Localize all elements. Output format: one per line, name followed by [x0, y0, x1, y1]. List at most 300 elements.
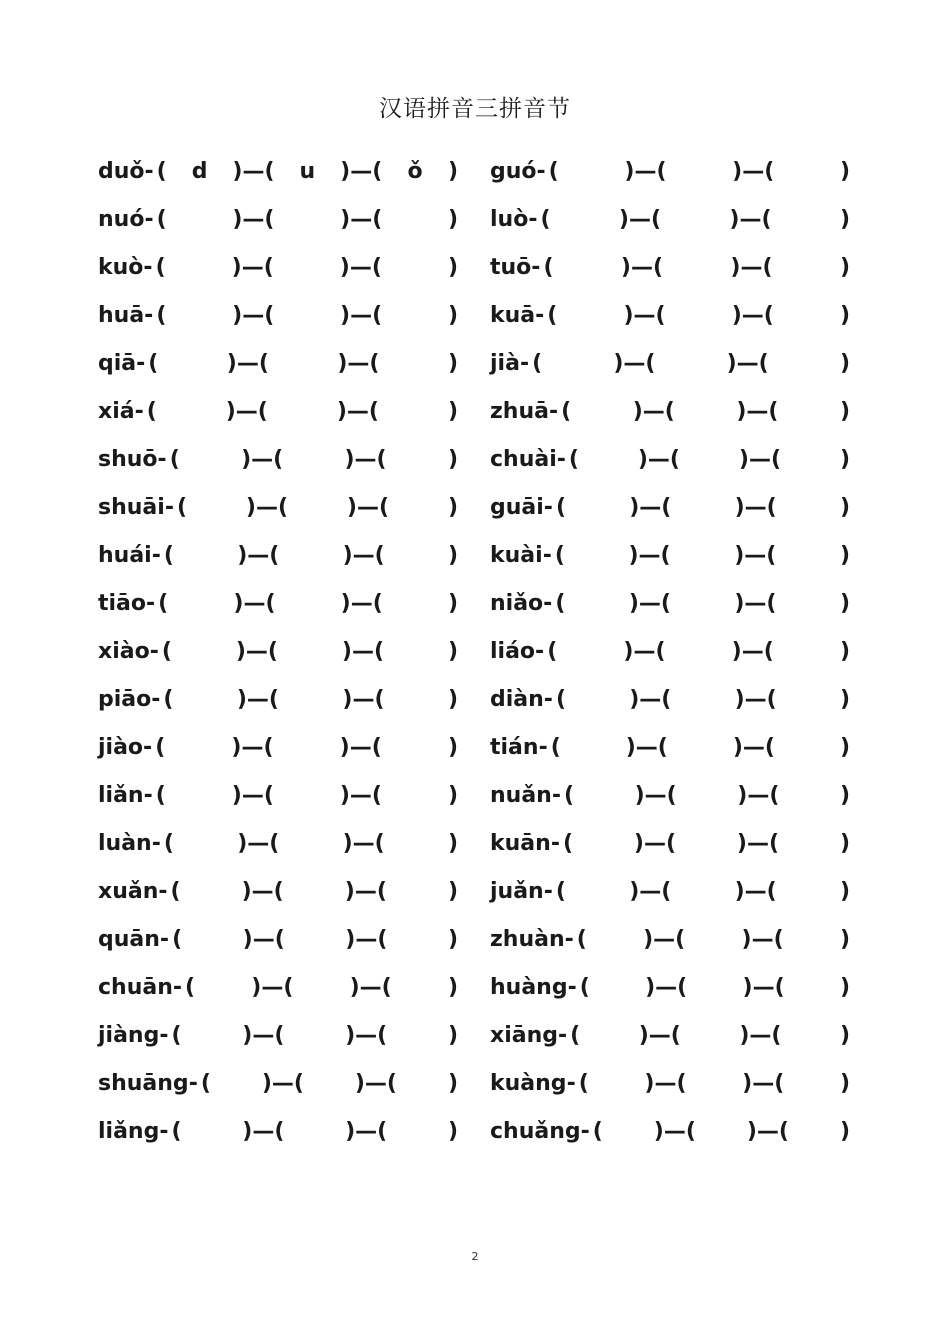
- pinyin-syllable: xiá: [98, 399, 135, 424]
- exercise-item: [490, 868, 862, 916]
- open-paren: (: [156, 207, 167, 232]
- pinyin-syllable: shuāng: [98, 1071, 189, 1096]
- exercise-item: [98, 244, 470, 292]
- close-paren: ): [839, 975, 850, 1000]
- exercise-item: [98, 196, 470, 244]
- dash-separator: )—(: [233, 591, 276, 616]
- exercise-item: [490, 676, 862, 724]
- dash-separator: )—(: [339, 735, 382, 760]
- hyphen: -: [536, 159, 546, 184]
- dash-separator: )—(: [251, 975, 294, 1000]
- dash-separator: )—(: [734, 543, 777, 568]
- close-paren: ): [447, 879, 458, 904]
- dash-separator: )—(: [618, 207, 662, 232]
- hyphen: -: [151, 687, 161, 712]
- hyphen: -: [151, 831, 161, 856]
- close-paren: ): [447, 1071, 458, 1096]
- open-paren: (: [547, 639, 558, 664]
- pinyin-syllable: huā: [98, 303, 145, 328]
- exercise-grid: [98, 148, 878, 1156]
- dash-separator: )—(: [242, 1023, 285, 1048]
- dash-separator: )—(: [232, 207, 275, 232]
- dash-separator: )—(: [746, 1119, 789, 1144]
- hyphen: -: [558, 1023, 568, 1048]
- open-paren: (: [155, 255, 166, 280]
- open-paren: (: [163, 543, 174, 568]
- exercise-row: [98, 676, 878, 724]
- open-paren: (: [561, 399, 572, 424]
- hyphen: -: [548, 399, 559, 424]
- dash-separator: )—(: [730, 255, 773, 280]
- open-paren: (: [155, 735, 166, 760]
- pinyin-syllable: juǎn: [490, 879, 544, 904]
- dash-separator: )—(: [231, 783, 274, 808]
- pinyin-syllable: duǒ: [98, 159, 145, 184]
- exercise-row: [98, 292, 878, 340]
- hyphen: -: [172, 975, 183, 1000]
- dash-separator: )—(: [245, 495, 289, 520]
- hyphen: -: [134, 399, 144, 424]
- dash-separator: )—(: [339, 783, 382, 808]
- exercise-row: [98, 772, 878, 820]
- dash-separator: )—(: [738, 447, 782, 472]
- close-paren: ): [447, 447, 458, 472]
- dash-separator: )—(: [628, 543, 671, 568]
- dash-separator: )—(: [637, 447, 680, 472]
- close-paren: ): [447, 303, 458, 328]
- open-paren: (: [163, 687, 174, 712]
- exercise-item: [98, 580, 470, 628]
- dash-separator: )—(: [261, 1071, 304, 1096]
- close-paren: ): [839, 831, 850, 856]
- open-paren: (: [185, 975, 196, 1000]
- pinyin-syllable: qiā: [98, 351, 137, 376]
- exercise-row: [98, 436, 878, 484]
- hyphen: -: [543, 495, 553, 520]
- dash-separator: )—(: [653, 1119, 696, 1144]
- dash-separator: )—(: [232, 159, 275, 184]
- answer-slot[interactable]: u: [299, 159, 316, 184]
- dash-separator: )—(: [237, 543, 280, 568]
- exercise-item: [98, 1108, 470, 1156]
- dash-separator: )—(: [345, 1023, 388, 1048]
- pinyin-syllable: liáo: [490, 639, 536, 664]
- exercise-item: [490, 964, 862, 1012]
- exercise-row: [98, 388, 878, 436]
- exercise-row: [98, 724, 878, 772]
- dash-separator: )—(: [242, 1119, 285, 1144]
- exercise-row: [98, 196, 878, 244]
- dash-separator: )—(: [237, 831, 280, 856]
- exercise-item: [490, 196, 862, 244]
- hyphen: -: [543, 687, 553, 712]
- open-paren: (: [156, 303, 167, 328]
- dash-separator: )—(: [342, 543, 385, 568]
- hyphen: -: [143, 735, 153, 760]
- dash-separator: )—(: [340, 591, 383, 616]
- exercise-row: [98, 340, 878, 388]
- hyphen: -: [143, 255, 153, 280]
- dash-separator: )—(: [341, 639, 384, 664]
- hyphen: -: [164, 495, 174, 520]
- pinyin-syllable: quān: [98, 927, 160, 952]
- close-paren: ): [447, 831, 458, 856]
- exercise-row: [98, 1060, 878, 1108]
- open-paren: (: [548, 159, 559, 184]
- dash-separator: )—(: [336, 399, 379, 424]
- pinyin-syllable: xiāng: [490, 1023, 558, 1048]
- dash-separator: )—(: [337, 351, 380, 376]
- dash-separator: )—(: [226, 351, 269, 376]
- close-paren: ): [839, 1071, 850, 1096]
- pinyin-syllable: jiàng: [98, 1023, 160, 1048]
- dash-separator: )—(: [629, 879, 672, 904]
- exercise-row: [98, 532, 878, 580]
- close-paren: ): [839, 495, 850, 520]
- open-paren: (: [570, 1023, 581, 1048]
- pinyin-syllable: kuò: [98, 255, 144, 280]
- dash-separator: )—(: [349, 975, 392, 1000]
- dash-separator: )—(: [235, 639, 278, 664]
- close-paren: ): [839, 351, 850, 376]
- pinyin-syllable: jiào: [98, 735, 144, 760]
- pinyin-syllable: huái: [98, 543, 152, 568]
- open-paren: (: [200, 1071, 211, 1096]
- dash-separator: )—(: [632, 399, 675, 424]
- pinyin-syllable: xiào: [98, 639, 150, 664]
- dash-separator: )—(: [629, 687, 672, 712]
- pinyin-syllable: kuā: [490, 303, 536, 328]
- dash-separator: )—(: [739, 1023, 782, 1048]
- hyphen: -: [149, 639, 159, 664]
- open-paren: (: [171, 1023, 182, 1048]
- exercise-item: [490, 244, 862, 292]
- close-paren: ): [447, 1023, 458, 1048]
- hyphen: -: [531, 255, 541, 280]
- pinyin-syllable: nuó: [98, 207, 145, 232]
- exercise-item: [490, 772, 862, 820]
- exercise-item: [490, 1060, 862, 1108]
- exercise-row: [98, 964, 878, 1012]
- dash-separator: )—(: [344, 447, 387, 472]
- close-paren: ): [447, 975, 458, 1000]
- hyphen: -: [151, 543, 161, 568]
- dash-separator: )—(: [734, 879, 777, 904]
- open-paren: (: [562, 831, 574, 856]
- pinyin-syllable: zhuā: [490, 399, 549, 424]
- close-paren: ): [447, 207, 458, 232]
- dash-separator: )—(: [340, 159, 383, 184]
- close-paren: ): [447, 255, 458, 280]
- exercise-item: [98, 436, 470, 484]
- hyphen: -: [566, 1071, 576, 1096]
- open-paren: (: [176, 495, 188, 520]
- dash-separator: )—(: [624, 159, 667, 184]
- pinyin-syllable: guó: [490, 159, 537, 184]
- exercise-item: [98, 340, 470, 388]
- dash-separator: )—(: [225, 399, 268, 424]
- exercise-item: [490, 1012, 862, 1060]
- close-paren: ): [447, 591, 458, 616]
- hyphen: -: [556, 447, 566, 472]
- open-paren: (: [163, 831, 174, 856]
- pinyin-syllable: diàn: [490, 687, 544, 712]
- exercise-item: [490, 340, 862, 388]
- pinyin-syllable: luò: [490, 207, 529, 232]
- hyphen: -: [567, 975, 577, 1000]
- open-paren: (: [540, 207, 551, 232]
- dash-separator: )—(: [342, 831, 385, 856]
- dash-separator: )—(: [241, 447, 284, 472]
- exercise-item: [98, 916, 470, 964]
- exercise-item: [490, 148, 862, 196]
- dash-separator: )—(: [354, 1071, 397, 1096]
- open-paren: (: [161, 639, 172, 664]
- pinyin-syllable: liǎng: [98, 1119, 160, 1144]
- dash-separator: )—(: [734, 687, 777, 712]
- close-paren: ): [447, 1119, 458, 1144]
- close-paren: ): [447, 351, 458, 376]
- exercise-item: [490, 532, 862, 580]
- dash-separator: )—(: [345, 1119, 388, 1144]
- close-paren: ): [447, 495, 458, 520]
- close-paren: ): [839, 1119, 850, 1144]
- dash-separator: )—(: [613, 351, 656, 376]
- dash-separator: )—(: [742, 1071, 785, 1096]
- hyphen: -: [143, 783, 153, 808]
- dash-separator: )—(: [645, 975, 688, 1000]
- exercise-item: [98, 820, 470, 868]
- page-number: 2: [471, 1250, 479, 1263]
- dash-separator: )—(: [231, 255, 274, 280]
- open-paren: (: [555, 591, 566, 616]
- dash-separator: )—(: [734, 591, 777, 616]
- page-title: 汉语拼音三拼音节: [379, 96, 571, 122]
- hyphen: -: [564, 927, 574, 952]
- dash-separator: )—(: [623, 303, 666, 328]
- close-paren: ): [839, 303, 850, 328]
- hyphen: -: [158, 879, 168, 904]
- exercise-item: [490, 628, 862, 676]
- open-paren: (: [563, 783, 575, 808]
- exercise-row: [98, 484, 878, 532]
- hyphen: -: [188, 1071, 198, 1096]
- exercise-item: [98, 1012, 470, 1060]
- close-paren: ): [839, 639, 850, 664]
- pinyin-syllable: zhuàn: [490, 927, 565, 952]
- open-paren: (: [171, 1119, 182, 1144]
- close-paren: ): [839, 927, 850, 952]
- hyphen: -: [551, 783, 561, 808]
- open-paren: (: [555, 879, 566, 904]
- exercise-item: [490, 436, 862, 484]
- exercise-item: [98, 532, 470, 580]
- pinyin-syllable: kuài: [490, 543, 543, 568]
- pinyin-syllable: tuō: [490, 255, 532, 280]
- dash-separator: )—(: [643, 927, 686, 952]
- close-paren: ): [839, 783, 850, 808]
- open-paren: (: [169, 447, 180, 472]
- dash-separator: )—(: [344, 879, 387, 904]
- exercise-row: [98, 580, 878, 628]
- close-paren: ): [839, 735, 850, 760]
- dash-separator: )—(: [732, 735, 775, 760]
- dash-separator: )—(: [346, 495, 390, 520]
- pinyin-syllable: jià: [490, 351, 520, 376]
- pinyin-syllable: chuǎng: [490, 1119, 581, 1144]
- exercise-item: [98, 868, 470, 916]
- exercise-item: [98, 1060, 470, 1108]
- dash-separator: )—(: [644, 1071, 687, 1096]
- hyphen: -: [543, 879, 553, 904]
- exercise-item: [98, 964, 470, 1012]
- exercise-item: [490, 580, 862, 628]
- open-paren: (: [170, 879, 181, 904]
- exercise-row: [98, 1012, 878, 1060]
- open-paren: (: [554, 543, 565, 568]
- hyphen: -: [519, 351, 530, 376]
- open-paren: (: [592, 1119, 603, 1144]
- pinyin-syllable: tián: [490, 735, 539, 760]
- dash-separator: )—(: [339, 255, 382, 280]
- hyphen: -: [144, 303, 154, 328]
- open-paren: (: [148, 351, 159, 376]
- dash-separator: )—(: [726, 351, 769, 376]
- exercise-item: [98, 724, 470, 772]
- open-paren: (: [532, 351, 543, 376]
- exercise-item: [98, 628, 470, 676]
- dash-separator: )—(: [736, 831, 780, 856]
- open-paren: (: [155, 783, 166, 808]
- pinyin-syllable: tiāo: [98, 591, 147, 616]
- exercise-row: [98, 820, 878, 868]
- dash-separator: )—(: [741, 927, 784, 952]
- exercise-item: [490, 484, 862, 532]
- dash-separator: )—(: [241, 879, 284, 904]
- open-paren: (: [547, 303, 558, 328]
- dash-separator: )—(: [623, 639, 666, 664]
- close-paren: ): [447, 735, 458, 760]
- close-paren: ): [839, 207, 850, 232]
- dash-separator: )—(: [232, 303, 275, 328]
- dash-separator: )—(: [342, 687, 385, 712]
- close-paren: ): [839, 159, 850, 184]
- dash-separator: )—(: [625, 735, 668, 760]
- pinyin-syllable: xuǎn: [98, 879, 159, 904]
- open-paren: (: [158, 591, 169, 616]
- dash-separator: )—(: [634, 783, 677, 808]
- pinyin-syllable: kuān: [490, 831, 551, 856]
- dash-separator: )—(: [628, 591, 671, 616]
- exercise-item: [490, 388, 862, 436]
- exercise-item: [490, 292, 862, 340]
- hyphen: -: [159, 1023, 169, 1048]
- hyphen: -: [542, 543, 552, 568]
- dash-separator: )—(: [729, 207, 772, 232]
- open-paren: (: [576, 927, 587, 952]
- close-paren: ): [839, 255, 850, 280]
- open-paren: (: [156, 159, 167, 184]
- pinyin-syllable: shuāi: [98, 495, 165, 520]
- dash-separator: )—(: [231, 735, 274, 760]
- exercise-item: [98, 292, 470, 340]
- hyphen: -: [144, 207, 154, 232]
- open-paren: (: [555, 687, 566, 712]
- hyphen: -: [538, 735, 548, 760]
- dash-separator: )—(: [736, 399, 779, 424]
- pinyin-syllable: piāo: [98, 687, 152, 712]
- close-paren: ): [447, 783, 458, 808]
- pinyin-syllable: luàn: [98, 831, 152, 856]
- hyphen: -: [159, 1119, 169, 1144]
- close-paren: ): [447, 927, 458, 952]
- pinyin-syllable: kuàng: [490, 1071, 567, 1096]
- pinyin-syllable: huàng: [490, 975, 568, 1000]
- open-paren: (: [550, 735, 561, 760]
- exercise-row: [98, 916, 878, 964]
- hyphen: -: [144, 159, 154, 184]
- close-paren: ): [447, 543, 458, 568]
- dash-separator: )—(: [734, 495, 777, 520]
- pinyin-syllable: guāi: [490, 495, 544, 520]
- hyphen: -: [535, 639, 545, 664]
- close-paren: ): [839, 399, 850, 424]
- hyphen: -: [580, 1119, 590, 1144]
- open-paren: (: [568, 447, 579, 472]
- pinyin-syllable: chuài: [490, 447, 557, 472]
- dash-separator: )—(: [633, 831, 677, 856]
- dash-separator: )—(: [345, 927, 388, 952]
- hyphen: -: [159, 927, 170, 952]
- close-paren: ): [839, 591, 850, 616]
- pinyin-syllable: niǎo: [490, 591, 544, 616]
- dash-separator: )—(: [629, 495, 672, 520]
- exercise-item: [98, 772, 470, 820]
- exercise-item: [98, 148, 470, 196]
- hyphen: -: [535, 303, 545, 328]
- exercise-row: [98, 628, 878, 676]
- dash-separator: )—(: [242, 927, 285, 952]
- close-paren: ): [447, 159, 458, 184]
- open-paren: (: [146, 399, 157, 424]
- close-paren: ): [839, 447, 850, 472]
- answer-slot[interactable]: ǒ: [407, 159, 423, 184]
- close-paren: ): [839, 687, 850, 712]
- dash-separator: )—(: [742, 975, 785, 1000]
- exercise-row: [98, 148, 878, 196]
- pinyin-syllable: chuān: [98, 975, 173, 1000]
- exercise-item: [490, 1108, 862, 1156]
- open-paren: (: [579, 975, 590, 1000]
- exercise-item: [98, 676, 470, 724]
- hyphen: -: [136, 351, 146, 376]
- dash-separator: )—(: [340, 303, 383, 328]
- dash-separator: )—(: [620, 255, 664, 280]
- hyphen: -: [543, 591, 553, 616]
- open-paren: (: [578, 1071, 589, 1096]
- open-paren: (: [543, 255, 554, 280]
- open-paren: (: [172, 927, 183, 952]
- hyphen: -: [157, 447, 167, 472]
- exercise-row: [98, 868, 878, 916]
- dash-separator: )—(: [731, 639, 774, 664]
- answer-slot[interactable]: d: [191, 159, 208, 184]
- close-paren: ): [447, 399, 458, 424]
- exercise-item: [490, 916, 862, 964]
- dash-separator: )—(: [731, 303, 774, 328]
- hyphen: -: [550, 831, 560, 856]
- exercise-item: [490, 724, 862, 772]
